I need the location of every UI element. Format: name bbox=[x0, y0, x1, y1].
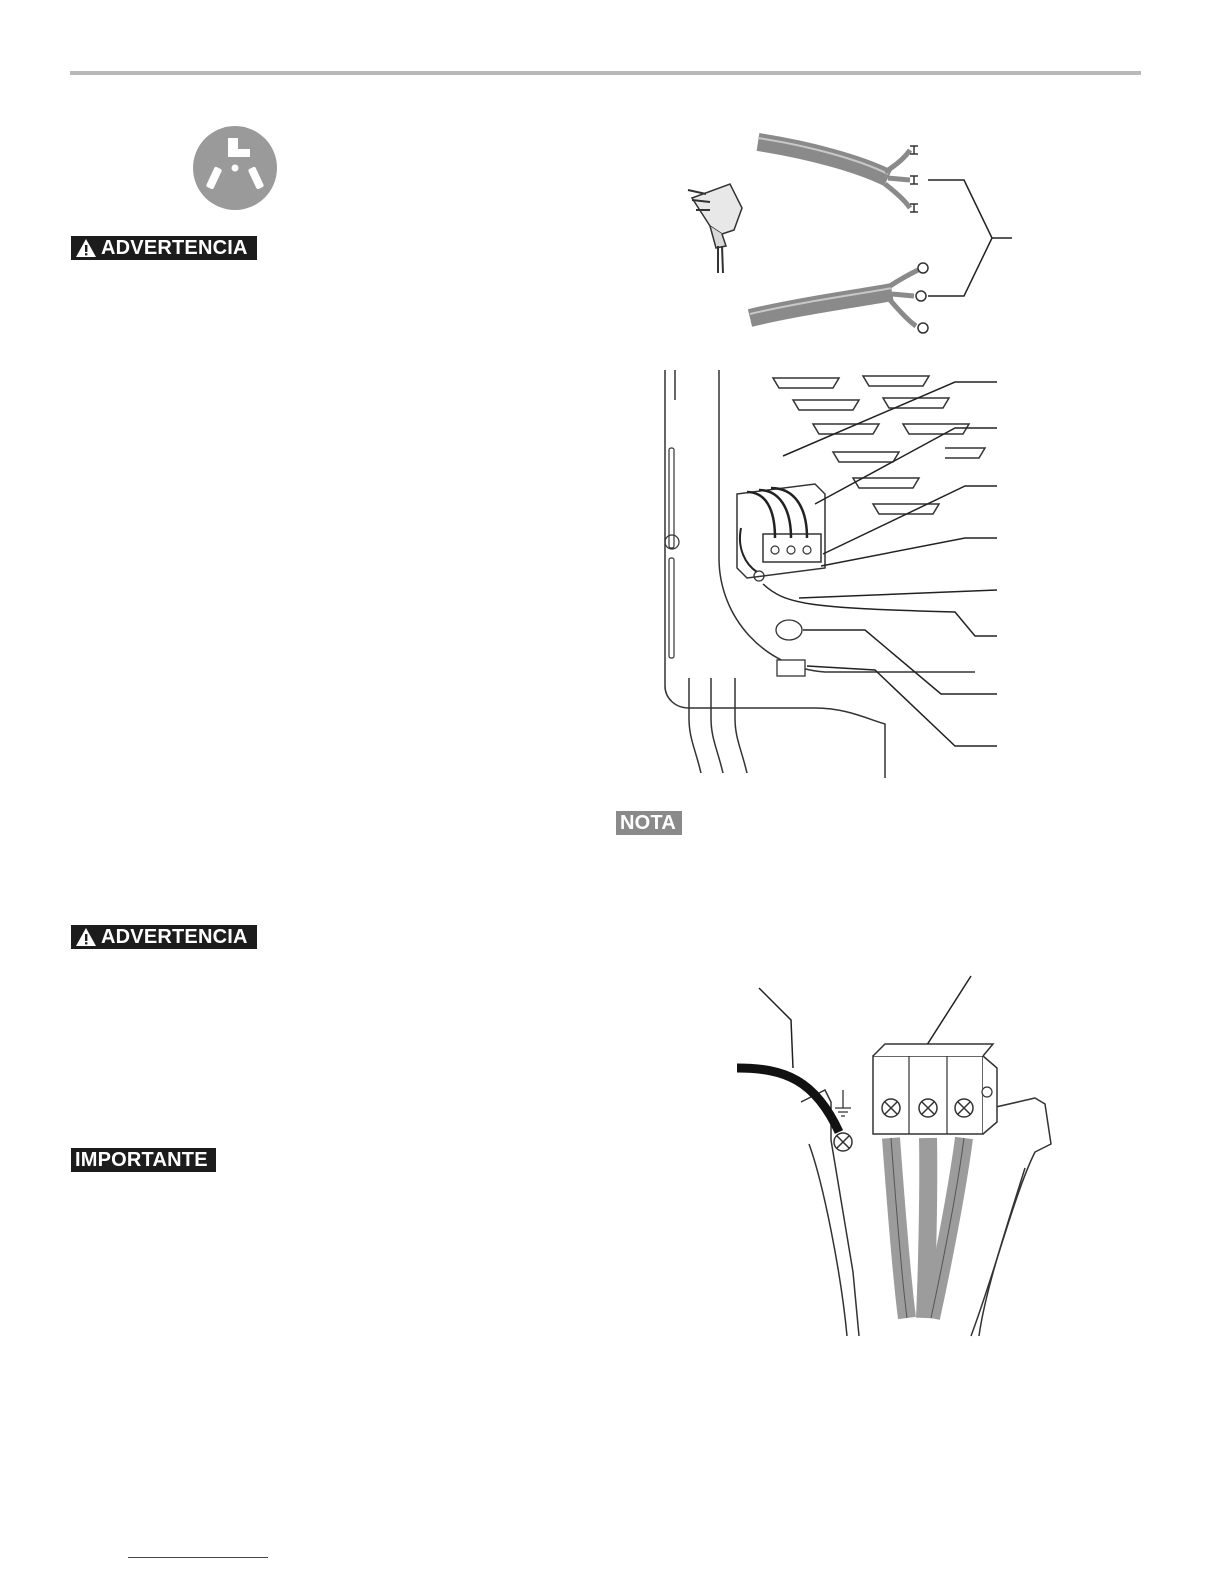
important-text: IMPORTANTE bbox=[75, 1149, 208, 1171]
spade-terminal-cord bbox=[758, 138, 918, 212]
footer-link-underline[interactable] bbox=[128, 1557, 268, 1558]
three-wire-outlet-icon bbox=[192, 125, 278, 211]
plug-icon bbox=[688, 184, 742, 273]
note-text: NOTA bbox=[620, 812, 676, 834]
note-label bbox=[616, 811, 682, 835]
power-cord-illustration bbox=[670, 128, 1030, 338]
warning-triangle-icon bbox=[75, 238, 97, 258]
important-label bbox=[71, 1148, 216, 1172]
ring-terminal-cord bbox=[750, 263, 928, 333]
terminal-closeup-illustration bbox=[735, 972, 1085, 1336]
warning-triangle-icon bbox=[75, 927, 97, 947]
warning-label-1 bbox=[71, 236, 257, 260]
terminal-block-illustration bbox=[655, 368, 1005, 780]
header-rule bbox=[70, 71, 1141, 75]
warning-label-2 bbox=[71, 925, 257, 949]
warning-text: ADVERTENCIA bbox=[101, 926, 248, 948]
warning-text: ADVERTENCIA bbox=[101, 237, 248, 259]
